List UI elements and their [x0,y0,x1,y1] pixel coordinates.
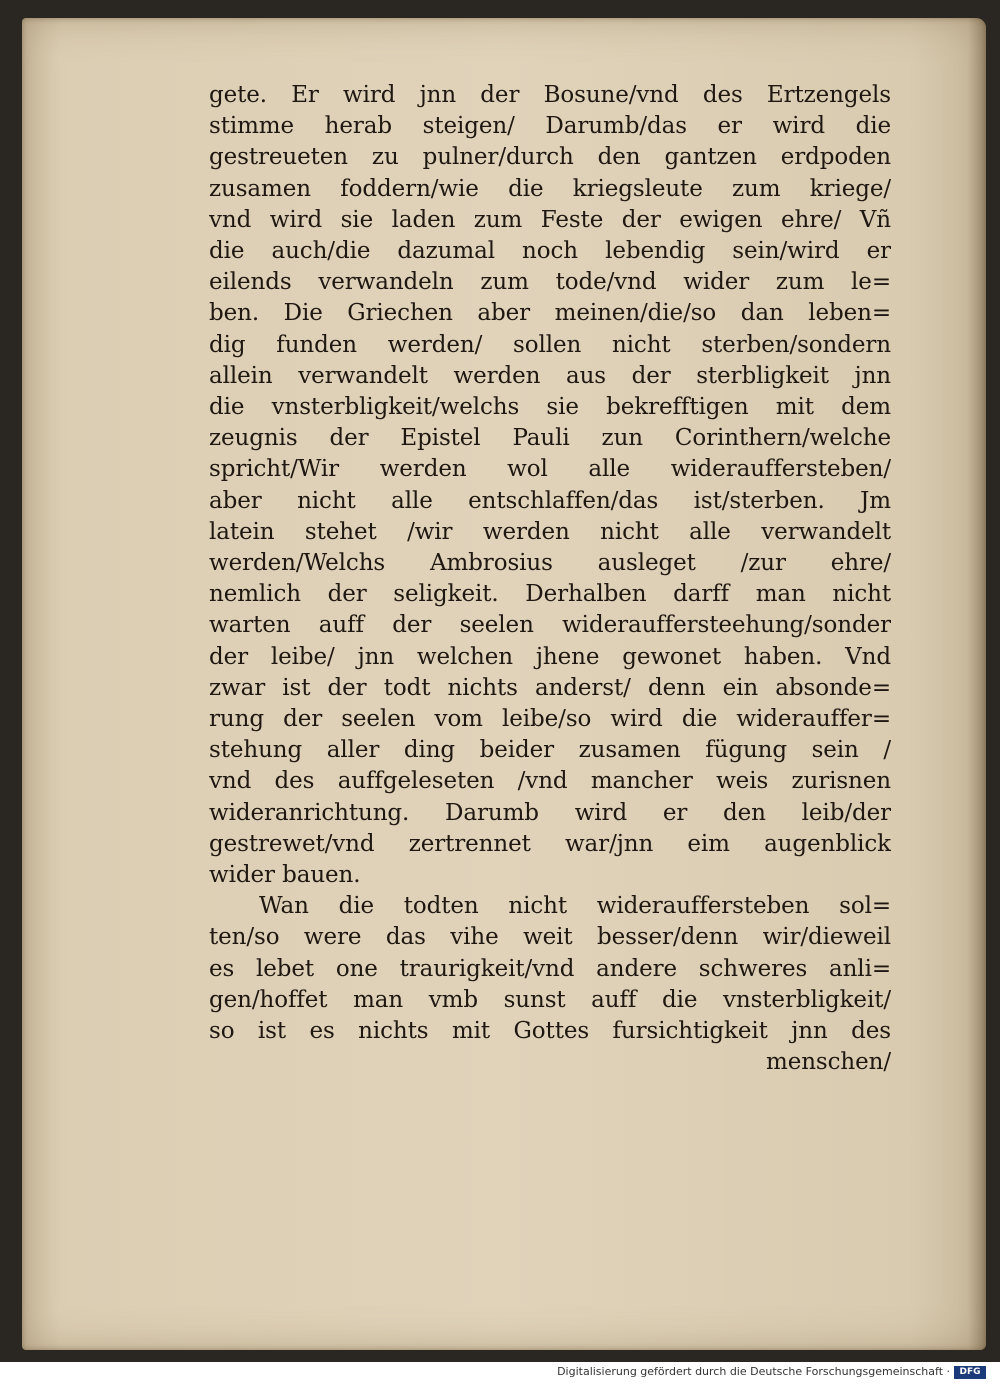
text-line: vnd des auffgeleseten /vnd mancher weis zurisnen [209,768,891,795]
text-line: eilends verwandeln zum tode/vnd wider zum le= [209,269,891,296]
text-line: gestrewet/vnd zertrennet war/jnn eim augenblick [209,830,891,857]
text-line: so ist es nichts mit Gottes fursichtigkeit jnn des [209,1018,891,1045]
text-line: wideranrichtung. Darumb wird er den leib/der [209,799,891,826]
text-line: allein verwandelt werden aus der sterbligkeit jnn [209,362,891,389]
catchword: menschen/ [765,1049,891,1076]
text-line: die auch/die dazumal noch lebendig sein/wird er [209,238,891,265]
text-line: gestreueten zu pulner/durch den gantzen erdpoden [209,144,891,171]
text-line: es lebet one traurigkeit/vnd andere schweres anli= [209,955,891,982]
text-line: zwar ist der todt nichts anderst/ denn ein absonde= [209,674,891,701]
text-line: aber nicht alle entschlaffen/das ist/sterben. Jm [209,487,891,514]
text-line: ten/so were das vihe weit besser/denn wir/dieweil [209,924,891,951]
text-line: werden/Welchs Ambrosius ausleget /zur ehre/ [209,550,891,577]
paragraph-first-line: Wan die todten nicht widerauffersteben sol= [259,893,891,920]
text-line: warten auff der seelen widerauffersteehung/sonder [209,612,891,639]
text-line: gete. Er wird jnn der Bosune/vnd des Ertzengels [209,82,891,108]
text-line: die vnsterbligkeit/welchs sie bekrefftigen mit dem [209,394,891,421]
text-line: stehung aller ding beider zusamen fügung sein / [209,737,891,764]
text-line: nemlich der seligkeit. Derhalben darff man nicht [209,581,891,608]
footer-bar [0,1362,1000,1384]
text-line: zeugnis der Epistel Pauli zun Corinthern/welche [209,425,891,452]
text-line: dig funden werden/ sollen nicht sterben/sondern [209,331,891,358]
funding-credit: Digitalisierung gefördert durch die Deutsche Forschungsgemeinschaft · [557,1365,950,1378]
text-line: rung der seelen vom leibe/so wird die widerauffer= [209,706,891,733]
text-line: der leibe/ jnn welchen jhene gewonet haben. Vnd [209,643,891,670]
page-text [209,80,891,1079]
text-line: ben. Die Griechen aber meinen/die/so dan leben= [209,300,891,327]
dfg-logo-icon: DFG [954,1366,986,1379]
text-line: wider bauen. [209,862,361,889]
text-line: zusamen foddern/wie die kriegsleute zum kriege/ [209,175,891,202]
text-line: stimme herab steigen/ Darumb/das er wird die [209,113,891,140]
text-line: latein stehet /wir werden nicht alle verwandelt [209,518,891,545]
text-line: vnd wird sie laden zum Feste der ewigen ehre/ Vñ [209,206,891,233]
text-line: spricht/Wir werden wol alle widerauffersteben/ [209,456,891,483]
text-line: gen/hoffet man vmb sunst auff die vnsterbligkeit/ [209,986,891,1013]
page-edge-shadow [968,18,986,1350]
